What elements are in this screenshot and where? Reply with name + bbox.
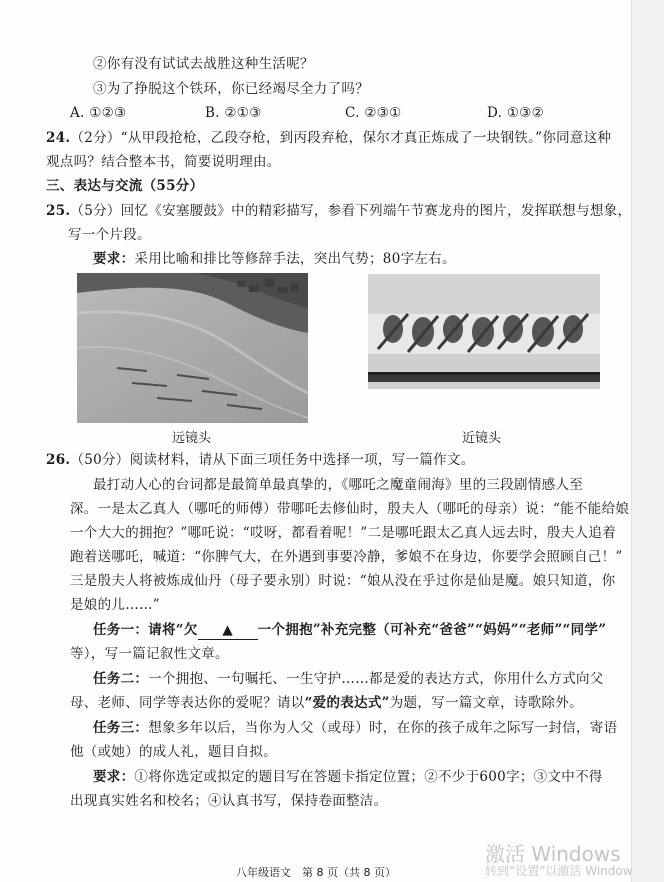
viewer-side-strip bbox=[631, 0, 664, 882]
q23-choice-c: C. ②③① bbox=[345, 105, 402, 121]
close-shot-photo bbox=[368, 274, 600, 389]
q26-material-line-1: 最打动人心的台词都是最简单最真挚的，《哪吒之魔童闹海》里的三段剧情感人至 bbox=[93, 477, 584, 493]
windows-activation-watermark-hint[interactable]: 转到“设置”以激活 Window bbox=[485, 864, 633, 878]
q26-requirement-line-1 bbox=[93, 768, 603, 786]
task2-title: “爱的表达式” bbox=[304, 695, 390, 711]
q25-number: 25. bbox=[46, 203, 71, 219]
q26-intro-text: （50分）阅读材料，请从下面三项任务中选择一项，写一篇作文。 bbox=[70, 452, 475, 468]
task2-line-1 bbox=[93, 670, 604, 688]
q26-requirement-label: 要求： bbox=[93, 769, 135, 785]
q26-requirement-text-1: ①将你选定或拟定的题目写在答题卡指定位置；②不少于600字；③文中不得 bbox=[134, 769, 603, 785]
task3-line-2: 他（或她）的成人礼，题目自拟。 bbox=[70, 744, 277, 760]
close-shot-image bbox=[368, 274, 600, 389]
q25-line-1 bbox=[46, 202, 631, 220]
task2-text-2b: 为题，写一篇文章，诗歌除外。 bbox=[389, 695, 583, 711]
section3-heading: 三、表达与交流（55分） bbox=[46, 178, 204, 194]
task1-line-2: 等），写一篇记叙性文章。 bbox=[70, 646, 229, 662]
q26-material-line-6: 是娘的儿……” bbox=[70, 597, 161, 613]
q26-requirement-line-2: 出现真实姓名和校名；④认真书写，保持卷面整洁。 bbox=[70, 793, 388, 809]
q24-line-2: 观点吗？结合整本书，简要说明理由。 bbox=[46, 154, 281, 170]
q23-option-3: ③为了挣脱这个铁环，你已经竭尽全力了吗？ bbox=[93, 81, 369, 97]
q26-intro-line bbox=[46, 451, 475, 469]
q25-requirement-label: 要求： bbox=[93, 251, 135, 267]
q24-line-1 bbox=[46, 129, 611, 147]
q26-number: 26. bbox=[46, 452, 71, 468]
q25-line-2: 写一个片段。 bbox=[68, 227, 151, 243]
task1-label: 任务一： bbox=[93, 622, 149, 638]
q23-option-2: ②你有没有试试去战胜这种生活呢？ bbox=[93, 56, 314, 72]
windows-activation-watermark-title: 激活 Windows bbox=[485, 842, 621, 866]
page-footer: 八年级语文 第 8 页（共 8 页） bbox=[236, 866, 396, 879]
q24-text-1: （2分）“从甲段抢枪，乙段夺枪，到丙段弃枪，保尔才真正炼成了一块钢铁。”你同意这种 bbox=[70, 130, 612, 146]
far-shot-caption: 远镜头 bbox=[172, 431, 212, 446]
q26-material-line-3: 一个大大的拥抱？”哪吒说：“哎呀，都看着呢！”二是哪吒跟太乙真人远去时，殷夫人追着 bbox=[70, 525, 617, 541]
task1-blank: ▲ bbox=[198, 621, 258, 640]
task3-label: 任务三： bbox=[93, 720, 149, 736]
q23-choice-a: A. ①②③ bbox=[70, 105, 127, 121]
task2-text-1: 一个拥抱、一句嘱托、一生守护……都是爱的表达方式，你用什么方式向父 bbox=[148, 671, 604, 687]
q25-requirement-text: 采用比喻和排比等修辞手法，突出气势；80字左右。 bbox=[134, 251, 456, 267]
close-shot-caption: 近镜头 bbox=[462, 431, 502, 446]
task1-prefix: 请将“欠 bbox=[148, 622, 198, 638]
q23-choice-d: D. ①③② bbox=[487, 105, 545, 121]
q25-text-1: （5分）回忆《安塞腰鼓》中的精彩描写，参看下列端午节赛龙舟的图片，发挥联想与想象， bbox=[70, 203, 632, 219]
task1-line-1 bbox=[93, 621, 606, 640]
q26-material-line-2: 深。一是太乙真人（哪吒的师傅）带哪吒去修仙时，殷夫人（哪吒的母亲）说：“能不能给娘 bbox=[70, 501, 630, 517]
q25-requirement bbox=[93, 250, 456, 268]
far-shot-image bbox=[77, 273, 308, 423]
task2-text-2a: 母、老师、同学等表达你的爱呢？请以 bbox=[70, 695, 305, 711]
q23-choice-b: B. ②①③ bbox=[205, 105, 262, 121]
far-shot-photo bbox=[77, 273, 308, 423]
task3-line-1 bbox=[93, 719, 617, 737]
task2-label: 任务二： bbox=[93, 671, 149, 687]
q26-material-line-5: 三是殷夫人将被炼成仙丹（母子要永别）时说：“娘从没在乎过你是仙是魔。娘只知道，你 bbox=[70, 573, 616, 589]
task3-text-1: 想象多年以后，当你为人父（或母）时，在你的孩子成年之际写一封信，寄语 bbox=[148, 720, 618, 736]
task2-line-2 bbox=[70, 694, 583, 712]
q24-number: 24. bbox=[46, 130, 71, 146]
q26-material-line-4: 跑着送哪吒，喊道：“你脾气大，在外遇到事要冷静，爹娘不在身边，你要学会照顾自己！” bbox=[70, 549, 623, 565]
task1-suffix: 一个拥抱”补充完整（可补充“爸爸”“妈妈”“老师”“同学” bbox=[257, 622, 607, 638]
